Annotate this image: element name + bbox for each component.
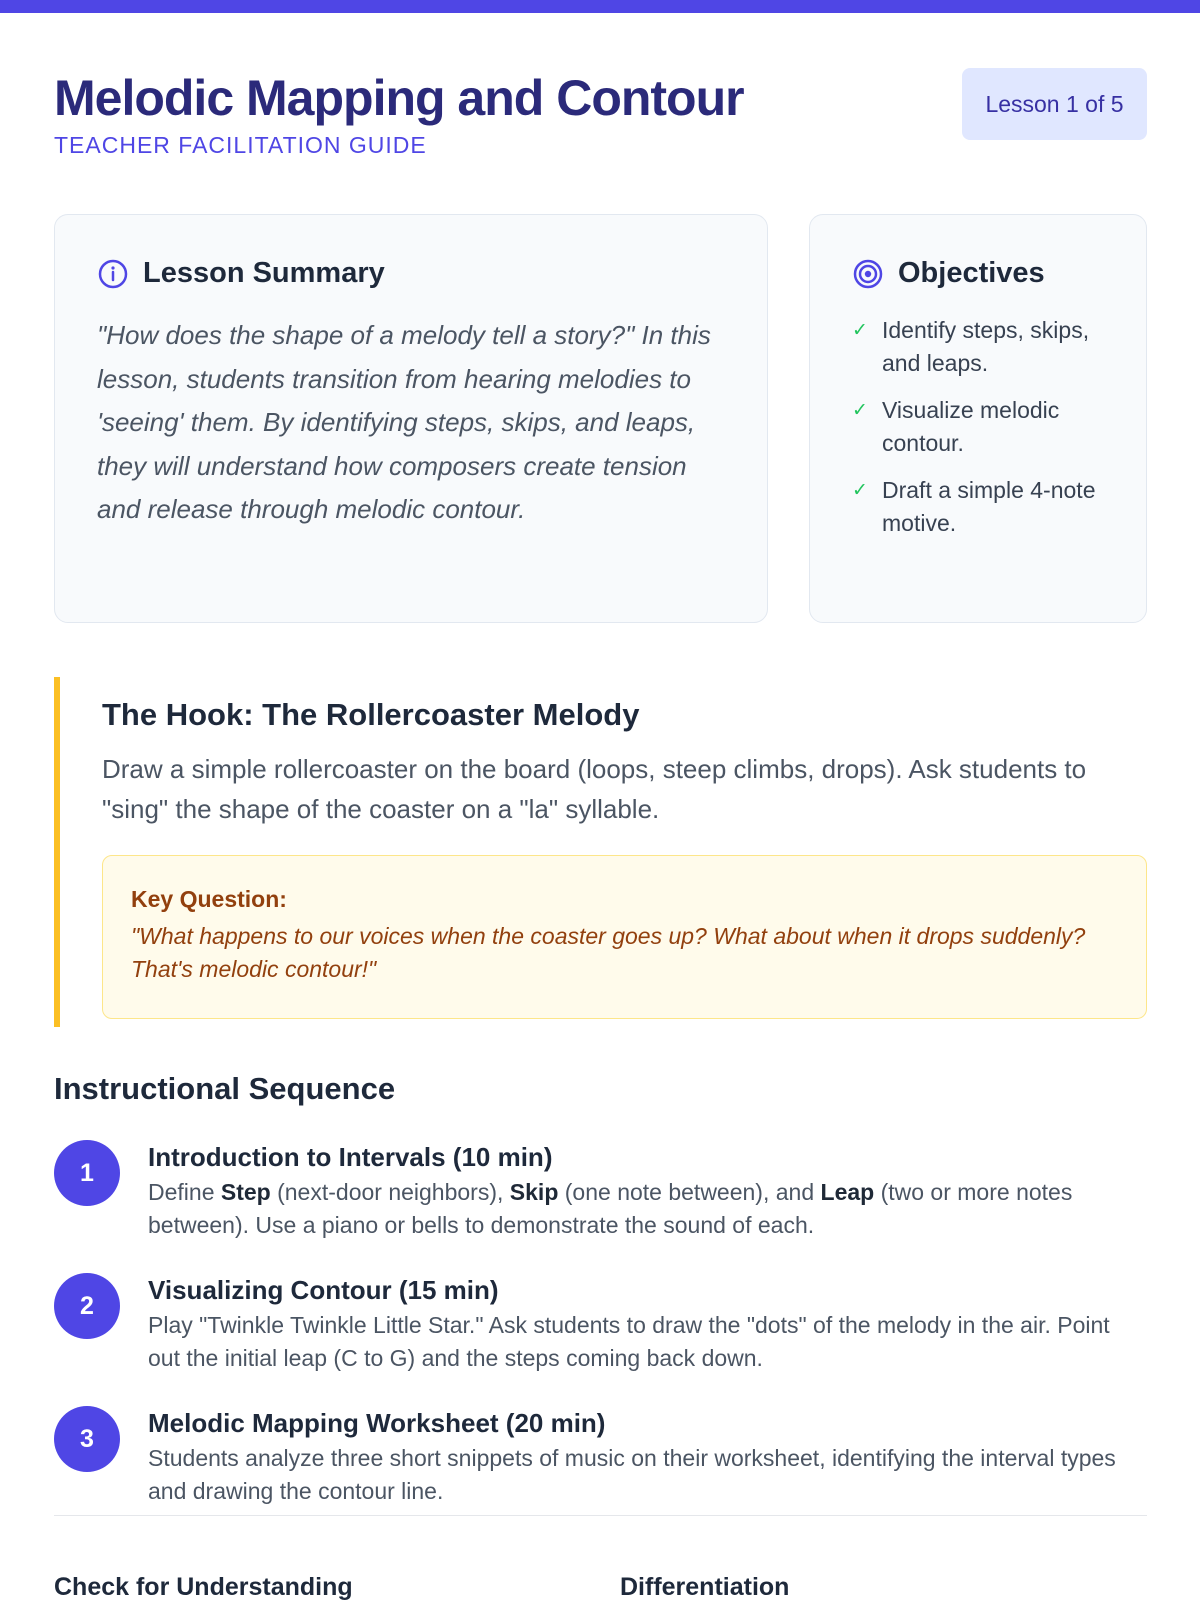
objective-item [852, 474, 1104, 540]
key-question-label: Key Question: [131, 886, 287, 912]
hook-section [54, 677, 1147, 1027]
step-text-part: (next-door neighbors), [270, 1179, 510, 1205]
summary-text: "How does the shape of a melody tell a story?" In this lesson, students transition from hearing melodies to 'seeing' them. By identifying steps, skips, and leaps, they will understand how composers create tension and release through melodic contour. [97, 320, 711, 524]
page-title: Melodic Mapping and Contour [54, 70, 744, 126]
info-icon [97, 258, 129, 290]
step-number-badge: 1 [54, 1140, 120, 1206]
step-text: Play "Twinkle Twinkle Little Star." Ask students to draw the "dots" of the melody in the air. Point out the initial leap (C to G) and the steps coming back down. [148, 1312, 1110, 1371]
differentiation-title: Differentiation [620, 1573, 790, 1600]
step-title: Visualizing Contour (15 min) [148, 1275, 499, 1305]
step-title: Melodic Mapping Worksheet (20 min) [148, 1408, 606, 1438]
sequence-step [54, 1273, 1147, 1406]
step-title: Introduction to Intervals (10 min) [148, 1142, 553, 1172]
objectives-header [852, 257, 1104, 290]
page-header [54, 66, 1147, 160]
sequence-step [54, 1140, 1147, 1273]
step-text-part: Define [148, 1179, 221, 1205]
page-subtitle: TEACHER FACILITATION GUIDE [54, 132, 427, 158]
step-body [148, 1406, 1147, 1508]
lesson-summary-card [54, 214, 768, 623]
objective-item [852, 394, 1104, 460]
step-text: Students analyze three short snippets of music on their worksheet, identifying the interval types and drawing the contour line. [148, 1445, 1116, 1504]
check-icon: ✓ [852, 320, 868, 341]
term-skip: Skip [509, 1179, 559, 1205]
summary-title: Lesson Summary [143, 257, 385, 289]
hook-text: Draw a simple rollercoaster on the board (loops, steep climbs, drops). Ask students to "sing" the shape of the coaster on a "la" syllable. [102, 754, 1087, 824]
top-accent-bar [0, 0, 1200, 13]
sequence-title: Instructional Sequence [54, 1071, 396, 1106]
sequence-steps [54, 1140, 1147, 1539]
step-text [148, 1176, 1147, 1242]
sequence-step [54, 1406, 1147, 1539]
check-icon: ✓ [852, 480, 868, 501]
check-for-understanding-title: Check for Understanding [54, 1573, 353, 1600]
objectives-list [852, 314, 1104, 540]
lesson-badge: Lesson 1 of 5 [962, 68, 1147, 140]
summary-header [97, 257, 725, 290]
step-number-badge: 2 [54, 1273, 120, 1339]
step-text-part: (two or more notes between). Use a piano or bells to demonstrate the sound of each. [148, 1179, 1073, 1238]
objective-item [852, 314, 1104, 380]
step-body [148, 1140, 1147, 1242]
step-body [148, 1273, 1147, 1375]
objective-text: Visualize melodic contour. [882, 397, 1060, 456]
target-icon [852, 258, 884, 290]
objective-text: Identify steps, skips, and leaps. [882, 317, 1090, 376]
term-step: Step [220, 1179, 271, 1205]
check-icon: ✓ [852, 400, 868, 421]
hook-title: The Hook: The Rollercoaster Melody [102, 697, 640, 732]
objective-text: Draft a simple 4-note motive. [882, 477, 1096, 536]
key-question-text: "What happens to our voices when the coaster goes up? What about when it drops suddenly? That's melodic contour!" [131, 923, 1086, 982]
section-divider [54, 1515, 1147, 1516]
key-question-box [102, 855, 1147, 1019]
objectives-card [809, 214, 1147, 623]
step-number-badge: 3 [54, 1406, 120, 1472]
objectives-title: Objectives [898, 257, 1045, 289]
step-text-part: (one note between), and [558, 1179, 821, 1205]
term-leap: Leap [820, 1179, 875, 1205]
